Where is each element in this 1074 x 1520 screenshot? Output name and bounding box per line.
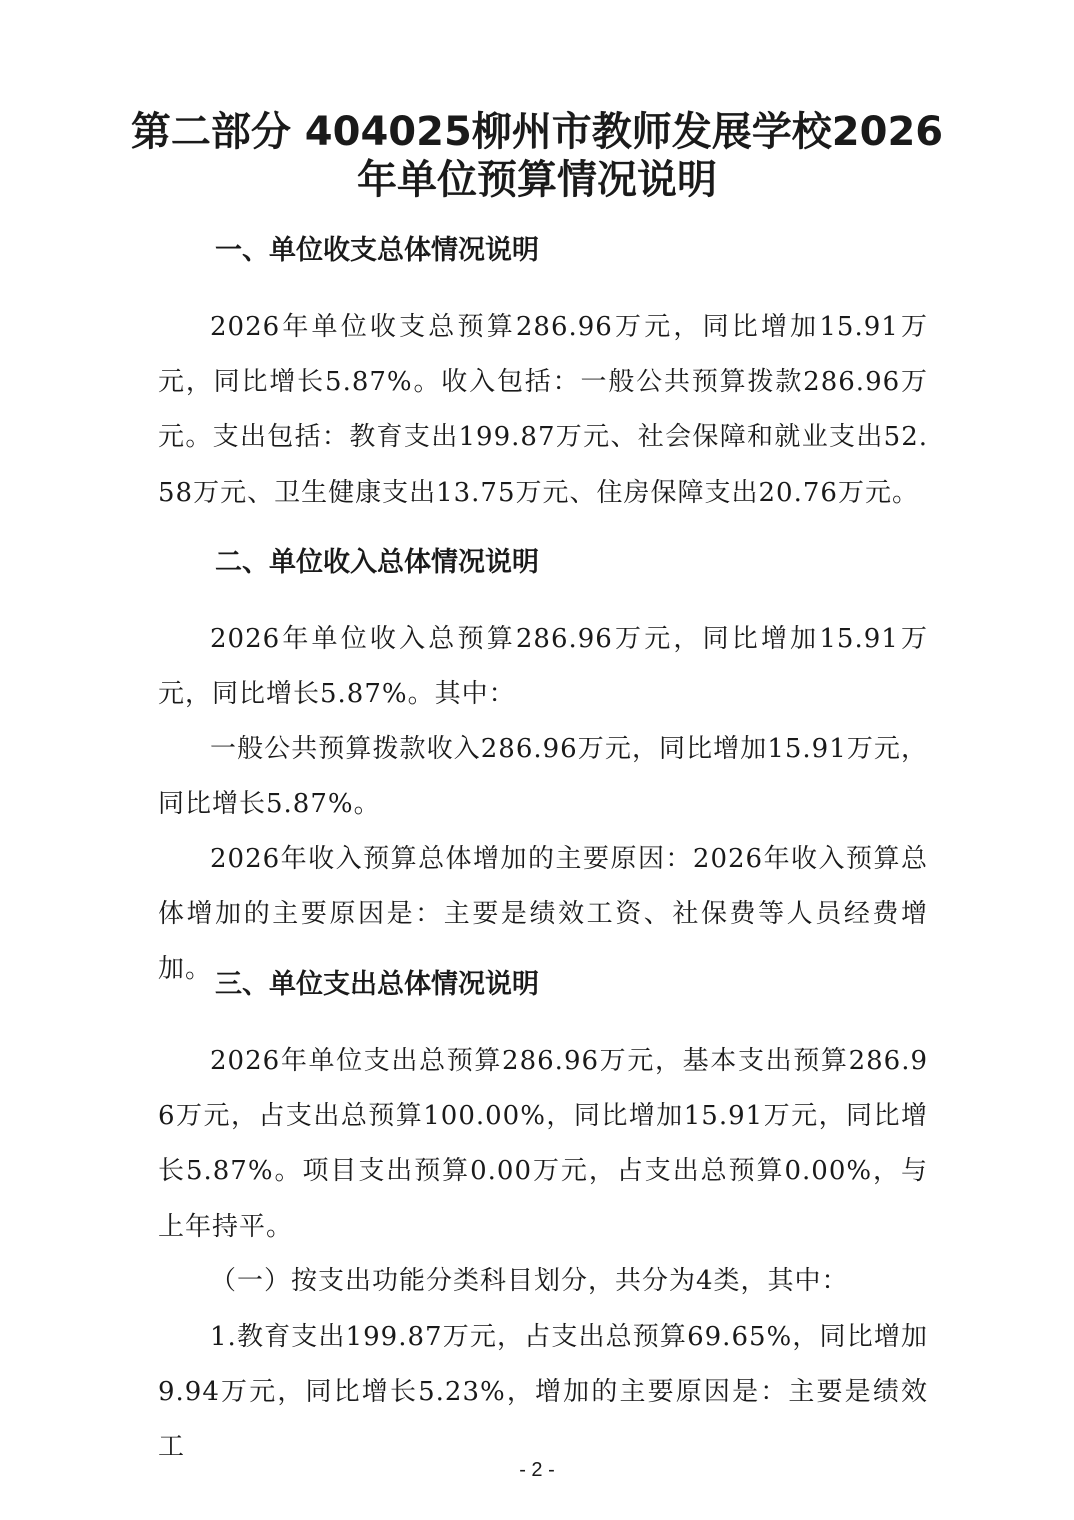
section-heading-1: 一、单位收支总体情况说明 [215,235,539,266]
paragraph: 2026年单位收支总预算286.96万元，同比增加15.91万元，同比增长5.87%。收入包括：一般公共预算拨款286.96万元。支出包括：教育支出199.87万元、社会保障和就业支出52.58万元、卫生健康支出13.75万元、住房保障支出20.76万元。 [158,312,928,508]
paragraph: 2026年单位支出总预算286.96万元，基本支出预算286.96万元，占支出总预算100.00%，同比增加15.91万元，同比增长5.87%。项目支出预算0.00万元，占支出总预算0.00%，与上年持平。 [158,1046,928,1242]
paragraph: 一般公共预算拨款收入286.96万元，同比增加15.91万元，同比增长5.87%。 [158,734,928,820]
page-title: 第二部分 404025柳州市教师发展学校2026年单位预算情况说明 [130,109,944,203]
page-number: - 2 - [519,1459,555,1481]
paragraph: 2026年收入预算总体增加的主要原因：2026年收入预算总体增加的主要原因是：主要是绩效工资、社保费等人员经费增加。 [158,844,928,985]
section-heading-2: 二、单位收入总体情况说明 [215,547,539,578]
paragraph: 1.教育支出199.87万元，占支出总预算69.65%，同比增加9.94万元，同比增长5.23%，增加的主要原因是：主要是绩效工 [158,1322,928,1463]
paragraph: 2026年单位收入总预算286.96万元，同比增加15.91万元，同比增长5.87%。其中： [158,624,928,710]
paragraph: （一）按支出功能分类科目划分，共分为4类，其中： [210,1266,849,1296]
section-heading-3: 三、单位支出总体情况说明 [215,969,539,1000]
